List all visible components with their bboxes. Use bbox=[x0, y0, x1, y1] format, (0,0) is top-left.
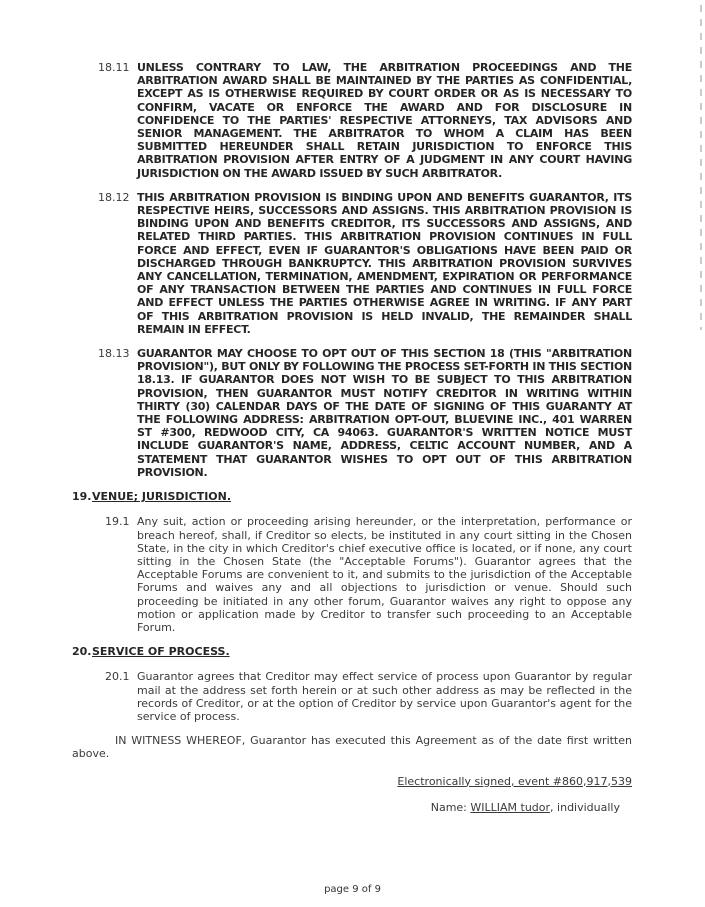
name-suffix: , individually bbox=[550, 800, 620, 814]
clause-20-1 bbox=[105, 670, 632, 723]
page-footer bbox=[0, 883, 705, 896]
section-number: 19. bbox=[72, 490, 92, 504]
witness-clause: IN WITNESS WHEREOF, Guarantor has executed this Agreement as of the date first written above. bbox=[72, 734, 632, 761]
clause-number: 18.13 bbox=[98, 347, 130, 361]
clause-18-13 bbox=[98, 347, 632, 479]
section-title: VENUE; JURISDICTION. bbox=[92, 490, 232, 504]
signatory-name-line bbox=[72, 801, 620, 814]
clause-text: THIS ARBITRATION PROVISION IS BINDING UPON AND BENEFITS GUARANTOR, ITS RESPECTIVE HEIRS, SUCCESSORS AND ASSIGNS. THIS ARBITRATION PROVISION IS BINDING UPON AND BENEFITS CREDITOR, ITS SUCCESSORS AND ASSIGNS, AND RELATED THIRD PARTIES. THIS ARBITRATION PROVISION CONTINUES IN FULL FORCE AND EFFECT, EVEN IF GUARANTOR'S OBLIGATIONS HAVE BEEN PAID OR DISCHARGED THROUGH BANKRUPTCY. THIS ARBITRATION PROVISION SURVIVES ANY CANCELLATION, TERMINATION, AMENDMENT, EXPIRATION OR PERFORMANCE OF ANY TRANSACTION BETWEEN THE PARTIES AND CONTINUES IN FULL FORCE AND EFFECT UNLESS THE PARTIES OTHERWISE AGREE IN WRITING. IF ANY PART OF THIS ARBITRATION PROVISION IS HELD INVALID, THE REMAINDER SHALL REMAIN IN EFFECT. bbox=[137, 190, 632, 336]
guaranty-agreement-content bbox=[72, 61, 632, 814]
signature-block bbox=[72, 775, 632, 814]
clause-19-1 bbox=[105, 515, 632, 634]
clause-number: 18.12 bbox=[98, 190, 130, 204]
clause-text: UNLESS CONTRARY TO LAW, THE ARBITRATION PROCEEDINGS AND THE ARBITRATION AWARD SHALL BE MAINTAINED BY THE PARTIES AS CONFIDENTIAL, EXCEPT AS IS OTHERWISE REQUIRED BY COURT ORDER OR AS IS NECESSARY TO CONFIRM, VACATE OR ENFORCE THE AWARD AND FOR DISCLOSURE IN CONFIDENCE TO THE PARTIES' RESPECTIVE ATTORNEYS, TAX ADVISORS AND SENIOR MANAGEMENT. THE ARBITRATOR TO WHOM A CLAIM HAS BEEN SUBMITTED HEREUNDER SHALL RETAIN JURISDICTION TO ENFORCE THIS ARBITRATION PROVISION AFTER ENTRY OF A JUDGMENT IN ANY COURT HAVING JURISDICTION ON THE AWARD ISSUED BY SUCH ARBITRATOR. bbox=[137, 61, 632, 180]
clause-text: Any suit, action or proceeding arising hereunder, or the interpretation, performance or breach hereof, shall, if Creditor so elects, be instituted in any court sitting in the Chosen State, in the city in which Creditor's chief executive office is located, or if none, any court sitting in the Chosen State (the "Acceptable Forums"). Guarantor agrees that the Acceptable Forums are convenient to it, and submits to the jurisdiction of the Acceptable Forums and waives any and all objections to jurisdiction or venue. Should such proceeding be initiated in any other forum, Guarantor waives any right to oppose any motion or application made by Creditor to transfer such proceeding to an Acceptable Forum. bbox=[137, 515, 632, 634]
section-19-heading bbox=[72, 490, 632, 503]
signatory-name: WILLIAM tudor bbox=[470, 800, 551, 814]
page-number: page 9 of 9 bbox=[324, 884, 381, 895]
clause-number: 20.1 bbox=[105, 670, 130, 684]
section-title: SERVICE OF PROCESS. bbox=[92, 645, 230, 659]
esign-event-line: Electronically signed, event #860,917,539 bbox=[397, 774, 632, 788]
scan-artifact-right-edge bbox=[700, 5, 702, 330]
section-number: 20. bbox=[72, 645, 92, 659]
clause-text: Guarantor agrees that Creditor may effect service of process upon Guarantor by regular mail at the address set forth herein or at such other address as may be reflected in the records of Creditor, or at the option of Creditor by service upon Guarantor's agent for the service of process. bbox=[137, 670, 632, 723]
section-20-heading bbox=[72, 645, 632, 658]
clause-18-11 bbox=[98, 61, 632, 180]
clause-number: 18.11 bbox=[98, 61, 130, 74]
clause-18-12 bbox=[98, 191, 632, 336]
clause-text: GUARANTOR MAY CHOOSE TO OPT OUT OF THIS SECTION 18 (THIS "ARBITRATION PROVISION"), BUT ONLY BY FOLLOWING THE PROCESS SET-FORTH IN THIS SECTION 18.13. IF GUARANTOR DOES NOT WISH TO BE SUBJECT TO THIS ARBITRATION PROVISION, THEN GUARANTOR MUST NOTIFY CREDITOR IN WRITING WITHIN THIRTY (30) CALENDAR DAYS OF THE DATE OF SIGNING OF THIS GUARANTY AT THE FOLLOWING ADDRESS: ARBITRATION OPT-OUT, BLUEVINE INC., 401 WARREN ST #300, REDWOOD CITY, CA 94063. GUARANTOR'S WRITTEN NOTICE MUST INCLUDE GUARANTOR'S NAME, ADDRESS, CELTIC ACCOUNT NUMBER, AND A STATEMENT THAT GUARANTOR WISHES TO OPT OUT OF THIS ARBITRATION PROVISION. bbox=[137, 347, 632, 479]
name-label: Name: bbox=[430, 800, 467, 814]
clause-number: 19.1 bbox=[105, 515, 130, 529]
